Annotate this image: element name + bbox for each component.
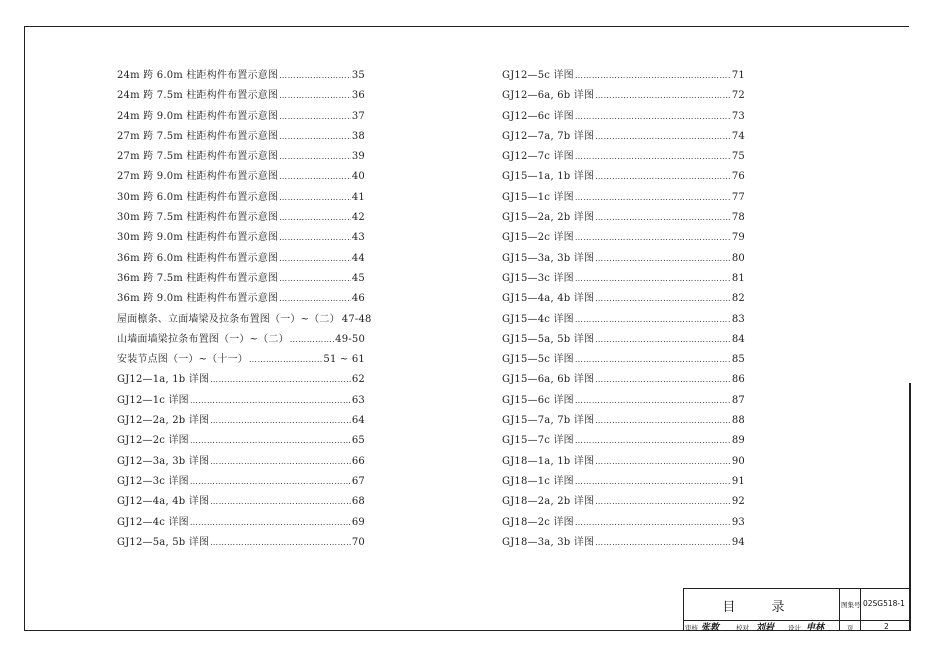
toc-entry (117, 330, 365, 350)
toc-entry-title: 安装节点图（一）~（十一） (117, 354, 248, 366)
toc-leader-dots (290, 335, 334, 344)
toc-entry-page: 41 (351, 191, 365, 203)
toc-entry (117, 107, 365, 127)
toc-entry-title: GJ18—3a, 3b 详图 (502, 536, 595, 548)
toc-entry (117, 188, 365, 208)
atlas-no: 02SG518-1 (863, 599, 905, 608)
toc-entry-page: 43 (351, 232, 365, 244)
toc-leader-dots (279, 294, 351, 303)
toc-entry-page: 77 (731, 191, 745, 203)
toc-entry (117, 310, 372, 330)
check-signature: 刘岩 (756, 623, 775, 633)
toc-leader-dots (249, 355, 322, 364)
toc-entry-page: 85 (731, 354, 745, 366)
toc-leader-dots (595, 457, 731, 466)
toc-entry-page: 83 (731, 313, 745, 325)
toc-entry-title: 30m 跨 7.5m 柱距构件布置示意图 (117, 212, 279, 224)
toc-entry-title: GJ18—1a, 1b 详图 (502, 455, 595, 467)
toc-entry-title: GJ12—7a, 7b 详图 (502, 130, 595, 142)
toc-leader-dots (190, 436, 351, 445)
toc-right-column (502, 66, 745, 553)
toc-leader-dots (279, 254, 351, 263)
toc-leader-dots (575, 355, 731, 364)
toc-entry (502, 513, 745, 533)
toc-entry (502, 330, 745, 350)
toc-entry (502, 167, 745, 187)
toc-entry-page: 64 (351, 415, 365, 427)
toc-entry-page: 70 (351, 536, 365, 548)
toc-entry-page: 39 (351, 151, 365, 163)
toc-entry-title: GJ15—4c 详图 (502, 313, 574, 325)
toc-entry-title: GJ18—2c 详图 (502, 516, 574, 528)
toc-leader-dots (279, 112, 351, 121)
toc-entry-page: 37 (351, 110, 365, 122)
toc-entry-page: 93 (731, 516, 745, 528)
toc-entry (117, 492, 365, 512)
toc-entry-page: 76 (731, 171, 745, 183)
toc-entry (117, 472, 365, 492)
design-signature: 申林 (806, 623, 825, 633)
toc-entry (502, 533, 745, 553)
toc-entry-title: GJ18—2a, 2b 详图 (502, 496, 595, 508)
toc-entry-title: GJ15—1c 详图 (502, 191, 574, 203)
toc-entry-title: GJ12—4a, 4b 详图 (117, 496, 210, 508)
toc-entry-page: 79 (731, 232, 745, 244)
toc-leader-dots (575, 274, 731, 283)
toc-leader-dots (575, 518, 731, 527)
toc-leader-dots (190, 518, 351, 527)
toc-entry-title: GJ15—2a, 2b 详图 (502, 212, 595, 224)
toc-leader-dots (210, 375, 351, 384)
toc-leader-dots (279, 233, 351, 242)
toc-entry-title: GJ12—5c 详图 (502, 70, 574, 81)
toc-entry (117, 269, 365, 289)
toc-leader-dots (210, 416, 351, 425)
toc-leader-dots (595, 294, 731, 303)
toc-entry-page: 92 (731, 496, 745, 508)
toc-entry (502, 208, 745, 228)
toc-entry-title: 山墙面墙梁拉条布置图（一）~（二） (117, 333, 289, 345)
toc-leader-dots (279, 132, 351, 141)
toc-entry-title: GJ15—7a, 7b 详图 (502, 415, 595, 427)
toc-entry-title: GJ12—7c 详图 (502, 151, 574, 163)
toc-entry-title: 24m 跨 6.0m 柱距构件布置示意图 (117, 70, 279, 81)
toc-entry (502, 492, 745, 512)
toc-entry (117, 513, 365, 533)
toc-leader-dots (279, 213, 351, 222)
toc-leader-dots (575, 152, 731, 161)
toc-entry-page: 80 (731, 252, 745, 264)
toc-leader-dots (210, 497, 351, 506)
toc-leader-dots (190, 477, 351, 486)
toc-entry-title: GJ15—6a, 6b 详图 (502, 374, 595, 386)
toc-leader-dots (595, 538, 731, 547)
toc-entry-page: 82 (731, 293, 745, 305)
toc-entry-page: 72 (731, 90, 745, 102)
toc-entry-page: 42 (351, 212, 365, 224)
toc-entry-title: GJ12—3c 详图 (117, 475, 189, 487)
toc-entry-page: 81 (731, 272, 745, 284)
toc-entry-page: 45 (351, 272, 365, 284)
toc-entry-title: GJ12—3a, 3b 详图 (117, 455, 210, 467)
toc-entry-title: GJ12—6a, 6b 详图 (502, 90, 595, 102)
toc-entry-title: 36m 跨 6.0m 柱距构件布置示意图 (117, 252, 279, 264)
toc-entry-page: 71 (731, 70, 745, 81)
review-label: 审核 (685, 624, 698, 632)
toc-entry-page: 78 (731, 212, 745, 224)
toc-entry-title: GJ15—3c 详图 (502, 272, 574, 284)
toc-entry-title: 30m 跨 6.0m 柱距构件布置示意图 (117, 191, 279, 203)
drawing-title: 目 录 (722, 600, 801, 615)
toc-entry (117, 147, 365, 167)
title-block (683, 588, 910, 631)
toc-entry-title: GJ15—4a, 4b 详图 (502, 293, 595, 305)
toc-entry-title: GJ15—5c 详图 (502, 354, 574, 366)
toc-entry (502, 391, 745, 411)
toc-entry-page: 67 (351, 475, 365, 487)
page-label: 页 (847, 624, 854, 632)
toc-entry-title: 24m 跨 7.5m 柱距构件布置示意图 (117, 90, 279, 102)
toc-entry (502, 249, 745, 269)
toc-entry-page: 47-48 (341, 313, 372, 325)
toc-entry (117, 391, 365, 411)
toc-entry-page: 68 (351, 496, 365, 508)
toc-leader-dots (190, 396, 351, 405)
toc-entry (117, 452, 365, 472)
toc-entry-page: 49-50 (335, 333, 365, 345)
review-signature: 张敦 (701, 623, 720, 633)
toc-entry-page: 89 (731, 435, 745, 447)
toc-leader-dots (595, 375, 731, 384)
toc-entry (117, 289, 365, 309)
check-label: 校对 (736, 624, 749, 632)
toc-entry-title: GJ12—1a, 1b 详图 (117, 374, 210, 386)
toc-entry-title: GJ15—5a, 5b 详图 (502, 333, 595, 345)
toc-entry-page: 69 (351, 516, 365, 528)
toc-entry (117, 249, 365, 269)
toc-entry-title: GJ12—4c 详图 (117, 516, 189, 528)
toc-entry-title: 36m 跨 9.0m 柱距构件布置示意图 (117, 293, 279, 305)
toc-entry (502, 107, 745, 127)
toc-entry-title: 30m 跨 9.0m 柱距构件布置示意图 (117, 232, 279, 244)
toc-leader-dots (575, 396, 731, 405)
toc-entry (502, 472, 745, 492)
toc-entry-title: GJ12—2c 详图 (117, 435, 189, 447)
toc-entry-title: GJ15—3a, 3b 详图 (502, 252, 595, 264)
toc-leader-dots (210, 538, 351, 547)
toc-entry (117, 208, 365, 228)
toc-leader-dots (279, 71, 351, 80)
toc-entry (117, 350, 365, 370)
toc-leader-dots (279, 172, 351, 181)
toc-entry-title: 24m 跨 9.0m 柱距构件布置示意图 (117, 110, 279, 122)
toc-entry (502, 188, 745, 208)
toc-entry (502, 411, 745, 431)
toc-entry-page: 87 (731, 394, 745, 406)
title-block-vline (860, 589, 861, 631)
toc-entry-page: 94 (731, 536, 745, 548)
toc-entry (502, 66, 745, 86)
toc-entry-title: GJ15—1a, 1b 详图 (502, 171, 595, 183)
toc-entry (117, 167, 365, 187)
toc-entry-page: 46 (351, 293, 365, 305)
toc-entry-page: 66 (351, 455, 365, 467)
toc-entry (117, 86, 365, 106)
toc-leader-dots (595, 335, 731, 344)
toc-entry-title: GJ12—6c 详图 (502, 110, 574, 122)
toc-leader-dots (279, 274, 351, 283)
toc-leader-dots (575, 436, 731, 445)
title-block-vline (839, 589, 840, 631)
toc-entry-page: 63 (351, 394, 365, 406)
toc-leader-dots (595, 497, 731, 506)
toc-entry (117, 228, 365, 248)
toc-leader-dots (575, 193, 731, 202)
toc-entry (117, 66, 365, 86)
toc-entry-page: 84 (731, 333, 745, 345)
page-number: 2 (884, 622, 889, 631)
toc-entry (502, 269, 745, 289)
toc-entry-page: 35 (351, 70, 365, 81)
toc-entry (117, 411, 365, 431)
toc-entry-page: 74 (731, 130, 745, 142)
toc-entry-title: 27m 跨 7.5m 柱距构件布置示意图 (117, 130, 279, 142)
toc-entry-page: 75 (731, 151, 745, 163)
toc-entry-title: 27m 跨 9.0m 柱距构件布置示意图 (117, 171, 279, 183)
toc-leader-dots (575, 112, 731, 121)
toc-entry-title: 屋面檩条、立面墙梁及拉条布置图（一）~（二） (117, 313, 340, 325)
toc-leader-dots (575, 71, 731, 80)
toc-entry-page: 73 (731, 110, 745, 122)
toc-entry-title: 27m 跨 7.5m 柱距构件布置示意图 (117, 151, 279, 163)
toc-leader-dots (575, 477, 731, 486)
toc-entry (502, 310, 745, 330)
atlas-no-label: 图集号 (841, 601, 861, 609)
toc-entry (502, 350, 745, 370)
toc-leader-dots (595, 91, 731, 100)
toc-entry-page: 36 (351, 90, 365, 102)
toc-leader-dots (595, 172, 731, 181)
design-label: 设计 (788, 624, 801, 632)
toc-entry-title: GJ15—2c 详图 (502, 232, 574, 244)
toc-entry (117, 370, 365, 390)
toc-entry (502, 86, 745, 106)
toc-entry (117, 533, 365, 553)
toc-entry-title: GJ12—5a, 5b 详图 (117, 536, 210, 548)
toc-entry (117, 127, 365, 147)
toc-entry-page: 44 (351, 252, 365, 264)
toc-entry-page: 62 (351, 374, 365, 386)
toc-entry-page: 90 (731, 455, 745, 467)
toc-left-column (117, 66, 372, 553)
toc-entry-page: 51 ~ 61 (323, 354, 365, 366)
toc-leader-dots (595, 213, 731, 222)
toc-entry-page: 91 (731, 475, 745, 487)
toc-entry-page: 40 (351, 171, 365, 183)
toc-entry (502, 289, 745, 309)
toc-entry-page: 88 (731, 415, 745, 427)
toc-leader-dots (279, 193, 351, 202)
toc-entry (502, 127, 745, 147)
toc-leader-dots (279, 91, 351, 100)
toc-entry (502, 228, 745, 248)
toc-entry (502, 452, 745, 472)
toc-leader-dots (575, 315, 731, 324)
toc-entry (502, 370, 745, 390)
toc-entry-page: 65 (351, 435, 365, 447)
toc-entry-title: 36m 跨 7.5m 柱距构件布置示意图 (117, 272, 279, 284)
toc-leader-dots (210, 457, 351, 466)
toc-entry-title: GJ18—1c 详图 (502, 475, 574, 487)
toc-entry (502, 147, 745, 167)
toc-entry (502, 431, 745, 451)
toc-entry-title: GJ15—7c 详图 (502, 435, 574, 447)
toc-leader-dots (595, 416, 731, 425)
toc-leader-dots (279, 152, 351, 161)
toc-entry-page: 86 (731, 374, 745, 386)
toc-entry-title: GJ12—2a, 2b 详图 (117, 415, 210, 427)
toc-entry-page: 38 (351, 130, 365, 142)
toc-leader-dots (595, 254, 731, 263)
toc-entry-title: GJ15—6c 详图 (502, 394, 574, 406)
toc-entry (117, 431, 365, 451)
toc-entry-title: GJ12—1c 详图 (117, 394, 189, 406)
toc-leader-dots (575, 233, 731, 242)
toc-leader-dots (595, 132, 731, 141)
